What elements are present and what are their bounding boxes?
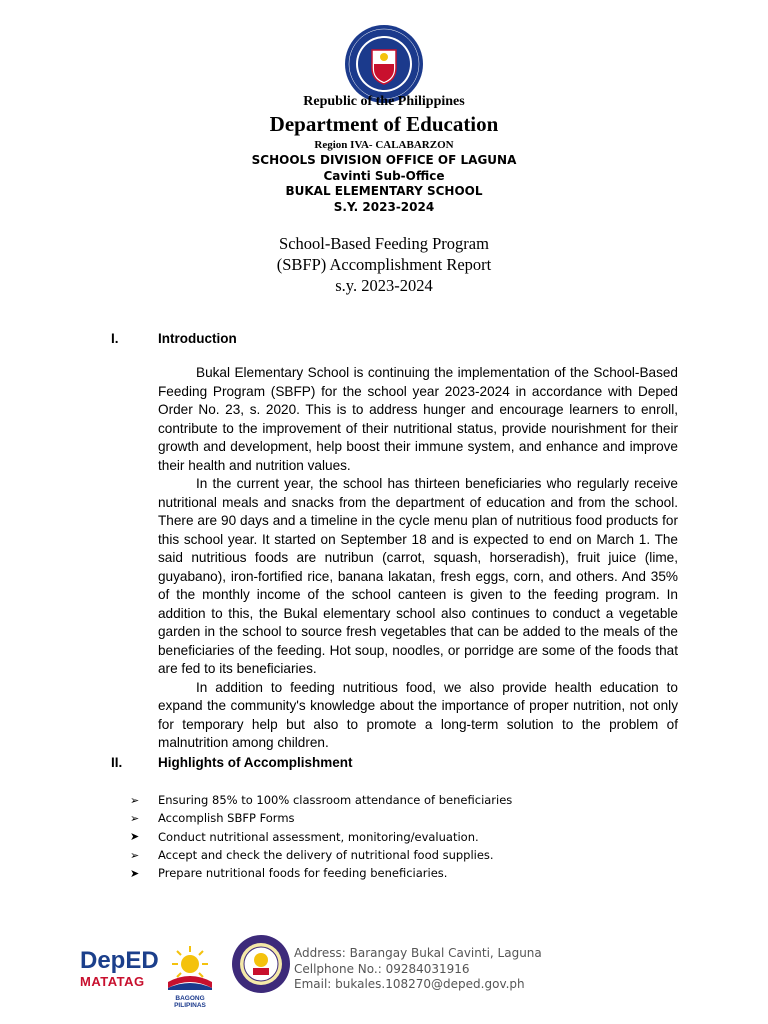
highlights-list xyxy=(130,791,512,882)
bagong-pilipinas-emblem xyxy=(160,942,220,990)
deped-wordmark: DepED xyxy=(80,947,159,974)
header-sub-office: Cavinti Sub-Office xyxy=(323,169,445,183)
intro-paragraph-3: In addition to feeding nutritious food, we also provide health education to expand the community's knowledge about the importance of proper nutrition, not only for temporary help but also to promote a long-term solution to the problem of malnutrition among children. xyxy=(158,679,678,750)
deped-seal-logo xyxy=(344,24,424,104)
footer-address: Address: Barangay Bukal Cavinti, Laguna xyxy=(294,946,542,960)
deped-matatag-logo xyxy=(80,947,159,1003)
footer-email[interactable]: Email: bukales.108270@deped.gov.ph xyxy=(294,977,525,991)
arrow-bullet-icon: ➢ xyxy=(130,848,140,862)
bagong-pilipinas-logo xyxy=(160,942,220,1009)
section-2-title: Highlights of Accomplishment xyxy=(158,755,353,770)
arrow-bullet-icon: ➢ xyxy=(130,811,140,825)
arrow-bullet-icon: ➤ xyxy=(130,830,140,844)
header-republic: Republic of the Philippines xyxy=(303,94,465,109)
section-2-number: II. xyxy=(111,755,123,770)
school-seal-logo xyxy=(231,934,291,994)
section-1-title: Introduction xyxy=(158,331,237,346)
list-item: ➤ Conduct nutritional assessment, monitoring/evaluation. xyxy=(130,829,479,844)
arrow-bullet-icon: ➤ xyxy=(130,866,140,880)
header-region: Region IVA- CALABARZON xyxy=(314,139,454,151)
intro-paragraph-2: In the current year, the school has thirteen beneficiaries who regularly receive nutritional meals and snacks from the department of education and from the school. There are 90 days and a timeline in the cycle menu plan of nutritious food products for this school year. It started on September 18 and is expected to end on March 1. The said nutritious foods are nutribun (carrot, squash, horseradish), fruit juice (lime, guyabano), iron-fortified rice, banana lakatan, fresh eggs, corn, and others. And 35% of the monthly income of the school canteen is given to the feeding program. In addition to this, the Bukal elementary school also continues to conduct a vegetable garden in the school to source fresh vegetables that can be added to the meals of the beneficiaries of the feeding. Hot soup, noodles, or porridge are some of the foods that are fed to its beneficiaries. xyxy=(158,476,678,676)
title-line-2: (SBFP) Accomplishment Report xyxy=(276,255,492,274)
list-item: ➢ Ensuring 85% to 100% classroom attendance of beneficiaries xyxy=(130,793,513,808)
section-1-number: I. xyxy=(111,331,119,346)
footer-contact xyxy=(294,946,542,993)
list-item: ➢ Accept and check the delivery of nutritional food supplies. xyxy=(130,848,494,863)
matatag-wordmark: MATATAG xyxy=(80,974,145,989)
header-division: SCHOOLS DIVISION OFFICE OF LAGUNA xyxy=(251,153,517,167)
arrow-bullet-icon: ➢ xyxy=(130,793,140,807)
bagong-pilipinas-text: BAGONG PILIPINAS xyxy=(174,995,206,1009)
footer-phone: Cellphone No.: 09284031916 xyxy=(294,961,470,976)
list-item: ➤ Prepare nutritional foods for feeding beneficiaries. xyxy=(130,866,448,881)
list-item: ➢ Accomplish SBFP Forms xyxy=(130,811,295,826)
header-school-year: S.Y. 2023-2024 xyxy=(333,200,435,214)
introduction-body xyxy=(158,364,678,753)
header-school: BUKAL ELEMENTARY SCHOOL xyxy=(285,184,483,198)
title-line-3: s.y. 2023-2024 xyxy=(335,276,433,295)
title-line-1: School-Based Feeding Program xyxy=(279,234,489,253)
header-department: Department of Education xyxy=(269,112,499,136)
intro-paragraph-1: Bukal Elementary School is continuing the implementation of the School-Based Feeding Program (SBFP) for the school year 2023-2024 in accordance with Deped Order No. 23, s. 2020. This is to address hunger and encourage learners to enroll, contribute to the improvement of their nutritional status, provide nourishment for their growth and development, help boost their immune system, and enhance and improve their health and nutrition values. xyxy=(158,365,678,473)
report-title xyxy=(0,233,768,296)
